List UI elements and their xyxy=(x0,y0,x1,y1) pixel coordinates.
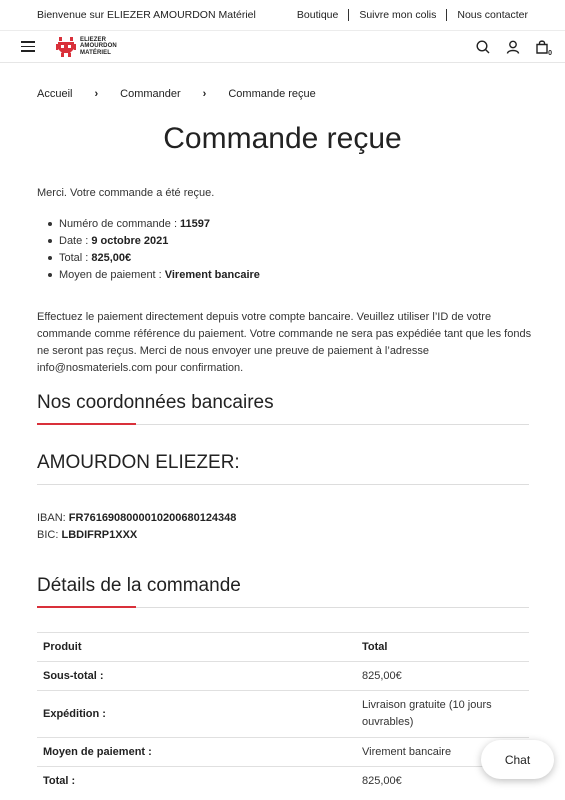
order-overview xyxy=(48,215,260,283)
cart-button[interactable] xyxy=(536,40,552,57)
bic-label: BIC: xyxy=(37,529,59,541)
iban-row xyxy=(37,510,236,527)
logo-line: AMOURDON xyxy=(80,43,117,50)
logo-line: ELIEZER xyxy=(80,36,107,43)
row-label: Total : xyxy=(37,767,356,796)
overview-value: Virement bancaire xyxy=(164,268,260,281)
breadcrumb-current: Commande reçue xyxy=(228,88,316,100)
section-divider xyxy=(37,424,529,425)
cart-icon xyxy=(536,40,548,54)
bank-info xyxy=(37,510,236,544)
search-icon[interactable] xyxy=(476,40,490,54)
payment-instructions: Effectuez le paiement directement depuis votre compte bancaire. Veuillez utiliser l’ID de votre commande comme référence du paiement. Votre commande ne sera pas expédiée tant que les fonds ne seront pas reçus. Merci de nous envoyer une preuve de paiement à l’adresse info@nosmateriels.com pour confirmation. xyxy=(37,311,532,374)
bank-details-title: Nos coordonnées bancaires xyxy=(37,392,274,413)
cart-count: 0 xyxy=(548,49,552,57)
order-details-title: Détails de la commande xyxy=(37,575,241,596)
row-value: 825,00€ xyxy=(356,662,529,691)
overview-total xyxy=(48,249,260,266)
site-header xyxy=(0,31,565,63)
menu-icon[interactable] xyxy=(21,41,35,52)
table-row xyxy=(37,738,529,767)
link-contact[interactable]: Nous contacter xyxy=(457,9,528,21)
row-value: Livraison gratuite (10 jours ouvrables) xyxy=(356,691,529,738)
chevron-right-icon: › xyxy=(202,88,207,100)
row-label: Sous-total : xyxy=(37,662,356,691)
breadcrumb xyxy=(37,88,316,100)
page-title: Commande reçue xyxy=(163,122,402,155)
iban-label: IBAN: xyxy=(37,512,66,524)
overview-order-number xyxy=(48,215,260,232)
row-label: Moyen de paiement : xyxy=(37,738,356,767)
overview-label: Date : xyxy=(59,234,89,247)
link-suivre-colis[interactable]: Suivre mon colis xyxy=(359,9,437,21)
divider xyxy=(348,9,349,21)
account-icon[interactable] xyxy=(506,40,520,54)
link-boutique[interactable]: Boutique xyxy=(296,9,339,21)
thank-you-message: Merci. Votre commande a été reçue. xyxy=(37,187,215,199)
logo[interactable] xyxy=(56,36,117,58)
overview-payment-method xyxy=(48,266,260,283)
iban-value: FR7616908000010200680124348 xyxy=(68,512,237,524)
order-details-table xyxy=(37,632,529,796)
breadcrumb-commander[interactable]: Commander xyxy=(120,88,181,100)
bank-details-header xyxy=(37,392,529,425)
overview-date xyxy=(48,232,260,249)
overview-value: 825,00€ xyxy=(91,251,132,264)
overview-label: Total : xyxy=(59,251,89,264)
chevron-right-icon: › xyxy=(94,88,99,100)
table-row xyxy=(37,691,529,738)
divider xyxy=(446,9,447,21)
row-value: Virement bancaire xyxy=(356,738,529,767)
breadcrumb-accueil[interactable]: Accueil xyxy=(37,88,73,100)
top-bar xyxy=(0,0,565,31)
bic-row xyxy=(37,527,236,544)
overview-value: 9 octobre 2021 xyxy=(91,234,169,247)
welcome-text: Bienvenue sur ELIEZER AMOURDON Matériel xyxy=(37,9,256,21)
column-header-total: Total xyxy=(356,633,529,662)
overview-label: Moyen de paiement : xyxy=(59,268,162,281)
logo-mark-icon xyxy=(56,36,76,58)
bank-account-name: AMOURDON ELIEZER: xyxy=(37,452,240,473)
top-links xyxy=(297,9,528,21)
logo-line: MATÉRIEL xyxy=(80,49,112,56)
order-details-header xyxy=(37,575,529,608)
row-label: Expédition : xyxy=(37,691,356,738)
section-divider xyxy=(37,607,529,608)
divider xyxy=(37,484,529,485)
table-header-row xyxy=(37,633,529,662)
column-header-product: Produit xyxy=(37,633,356,662)
table-row xyxy=(37,662,529,691)
row-value: 825,00€ xyxy=(356,767,529,796)
overview-value: 11597 xyxy=(180,217,210,230)
overview-label: Numéro de commande : xyxy=(59,217,177,230)
chat-button[interactable]: Chat xyxy=(481,740,554,779)
table-row xyxy=(37,767,529,796)
bic-value: LBDIFRP1XXX xyxy=(61,529,138,541)
